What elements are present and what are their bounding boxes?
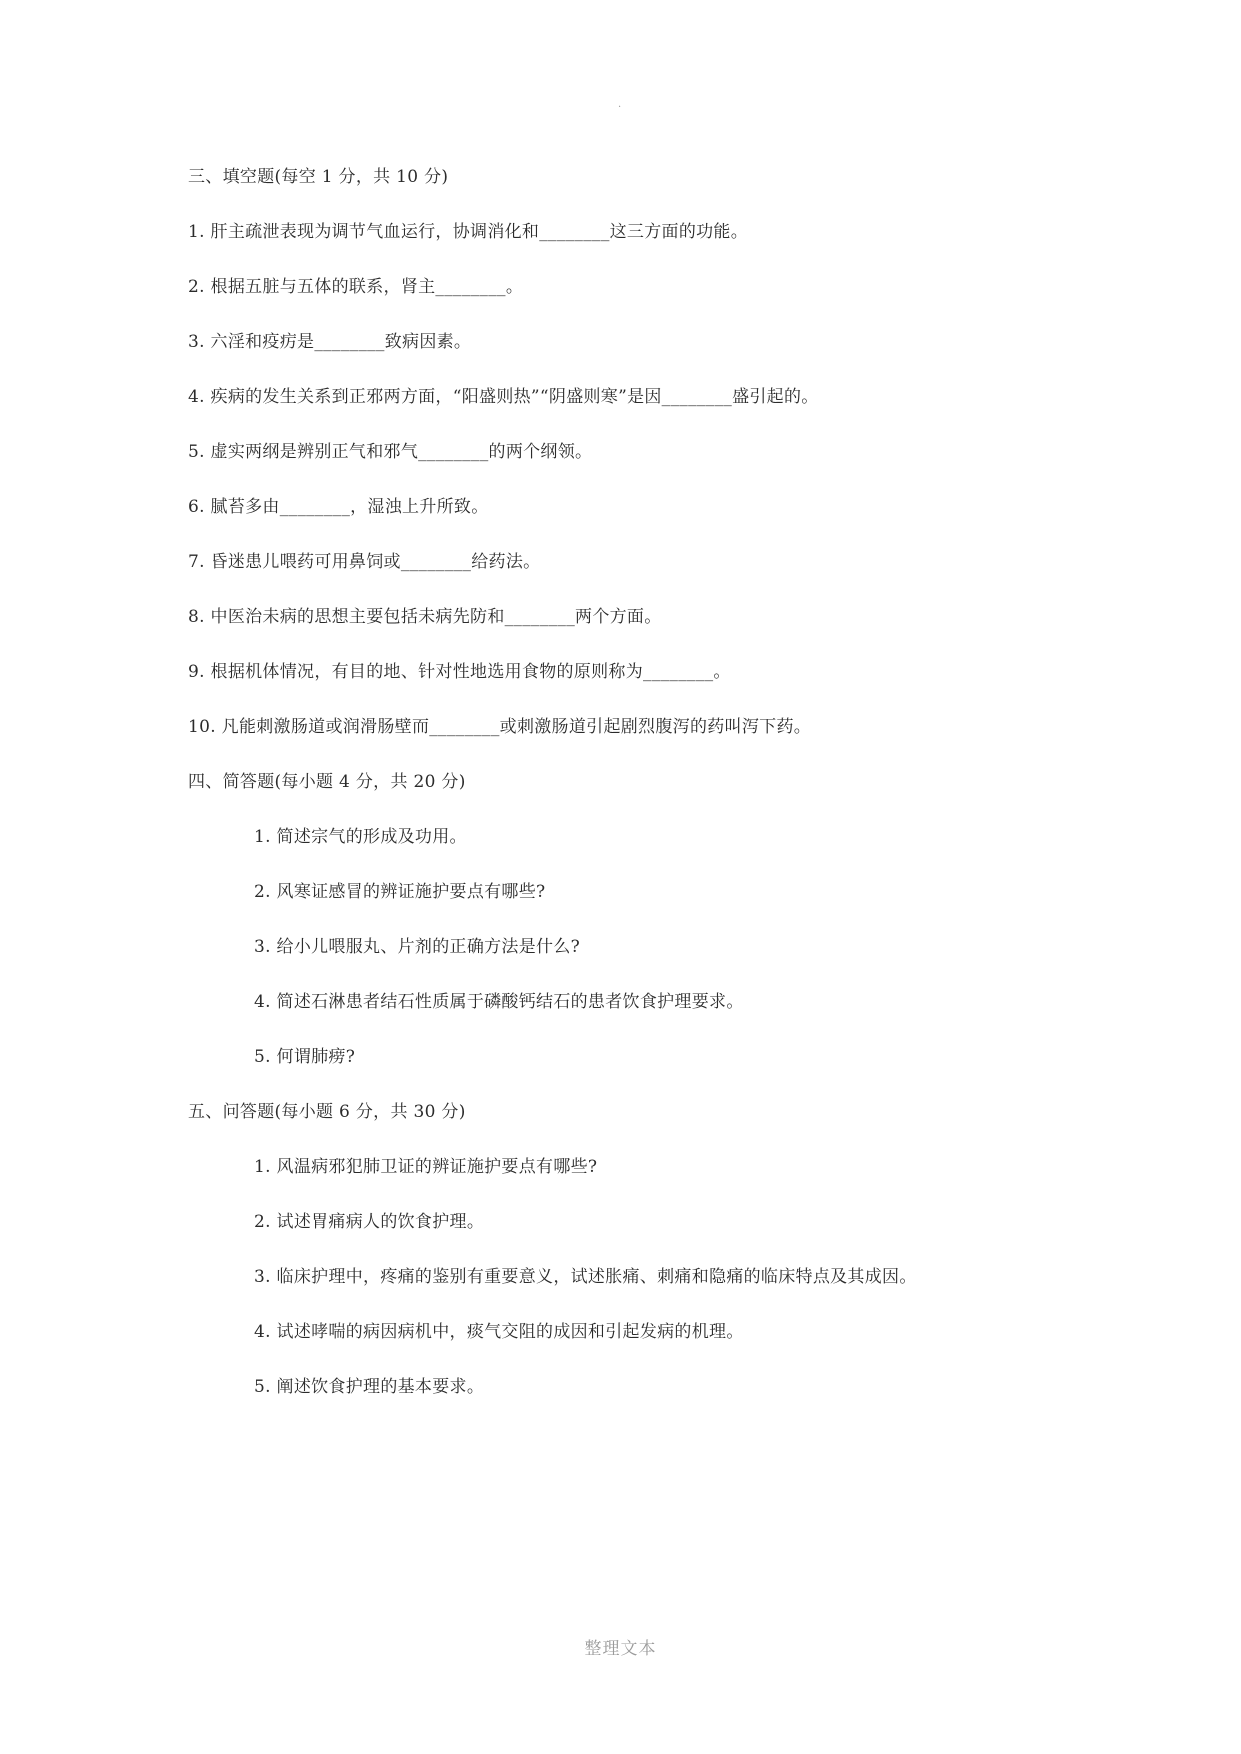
fill-blank-question-6: 6. 腻苔多由________，湿浊上升所致。: [188, 497, 489, 517]
section-3-title: 三、填空题(每空 1 分，共 10 分): [188, 167, 449, 187]
fill-blank-question-10: 10. 凡能刺激肠道或润滑肠壁而________或刺激肠道引起剧烈腹泻的药叫泻下药。: [188, 717, 812, 737]
fill-blank-question-8: 8. 中医治未病的思想主要包括未病先防和________两个方面。: [188, 607, 662, 627]
fill-blank-question-1: 1. 肝主疏泄表现为调节气血运行，协调消化和________这三方面的功能。: [188, 222, 749, 242]
short-answer-question-1: 1. 简述宗气的形成及功用。: [254, 827, 467, 847]
essay-question-1: 1. 风温病邪犯肺卫证的辨证施护要点有哪些?: [254, 1157, 598, 1177]
essay-question-2: 2. 试述胃痛病人的饮食护理。: [254, 1212, 485, 1232]
fill-blank-question-5: 5. 虚实两纲是辨别正气和邪气________的两个纲领。: [188, 442, 593, 462]
page-footer: 整理文本: [584, 1639, 657, 1659]
essay-question-4: 4. 试述哮喘的病因病机中，痰气交阻的成因和引起发病的机理。: [254, 1322, 744, 1342]
short-answer-question-4: 4. 简述石淋患者结石性质属于磷酸钙结石的患者饮食护理要求。: [254, 992, 744, 1012]
fill-blank-question-7: 7. 昏迷患儿喂药可用鼻饲或________给药法。: [188, 552, 541, 572]
fill-blank-question-2: 2. 根据五脏与五体的联系，肾主________。: [188, 277, 524, 297]
fill-blank-question-9: 9. 根据机体情况，有目的地、针对性地选用食物的原则称为________。: [188, 662, 731, 682]
essay-question-3: 3. 临床护理中，疼痛的鉴别有重要意义，试述胀痛、刺痛和隐痛的临床特点及其成因。: [254, 1267, 917, 1287]
fill-blank-question-3: 3. 六淫和疫疠是________致病因素。: [188, 332, 472, 352]
section-5-title: 五、问答题(每小题 6 分，共 30 分): [188, 1102, 466, 1122]
section-4-title: 四、简答题(每小题 4 分，共 20 分): [188, 772, 466, 792]
short-answer-question-2: 2. 风寒证感冒的辨证施护要点有哪些?: [254, 882, 546, 902]
header-mark: .: [618, 99, 622, 110]
essay-question-5: 5. 阐述饮食护理的基本要求。: [254, 1377, 485, 1397]
short-answer-question-3: 3. 给小儿喂服丸、片剂的正确方法是什么?: [254, 937, 581, 957]
short-answer-question-5: 5. 何谓肺痨?: [254, 1047, 356, 1067]
fill-blank-question-4: 4. 疾病的发生关系到正邪两方面，“阳盛则热”“阴盛则寒”是因________盛引起的。: [188, 387, 819, 407]
